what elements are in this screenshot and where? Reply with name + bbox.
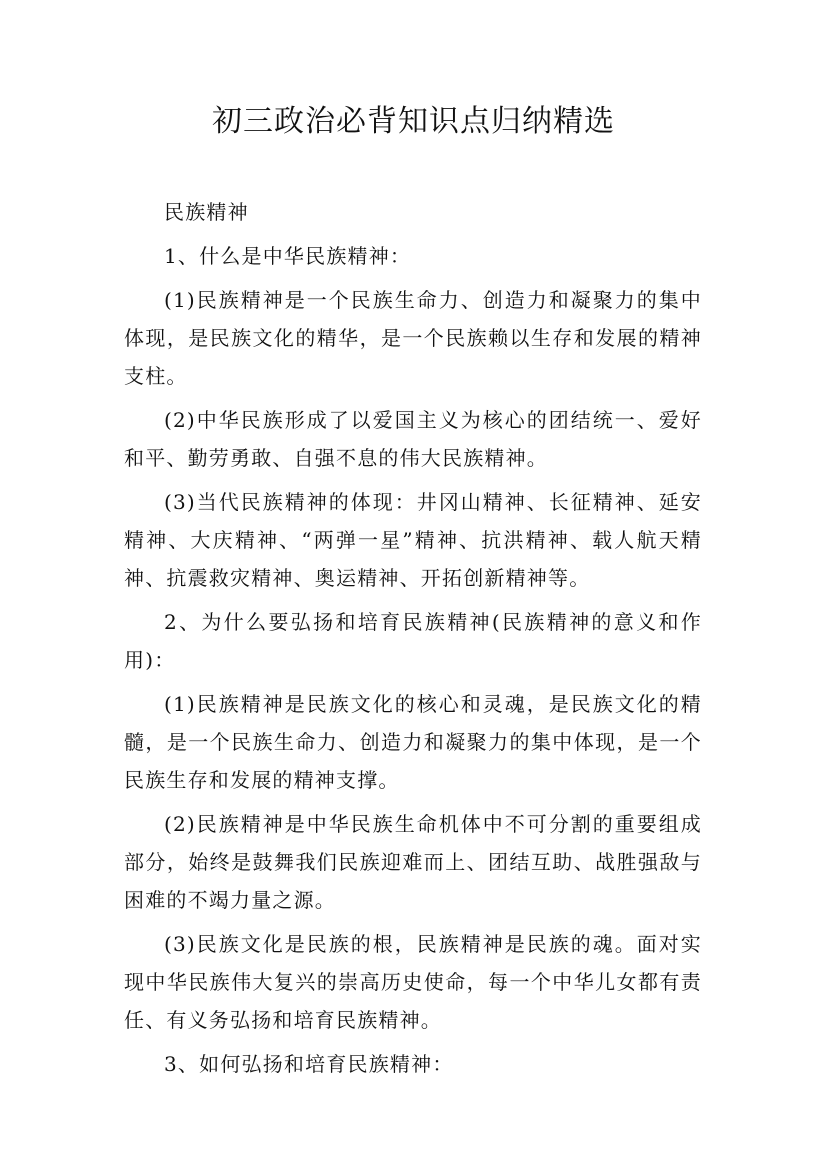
- question-heading: 3、如何弘扬和培育民族精神：: [164, 1052, 454, 1076]
- paragraph: (3)民族文化是民族的根，民族精神是民族的魂。面对实现中华民族伟大复兴的崇高历史使命，每一个中华儿女都有责任、有义务弘扬和培育民族精神。: [124, 932, 702, 1032]
- paragraph: (1)民族精神是一个民族生命力、创造力和凝聚力的集中体现，是民族文化的精华，是一个民族赖以生存和发展的精神支柱。: [124, 288, 702, 388]
- paragraph: (2)中华民族形成了以爱国主义为核心的团结统一、爱好和平、勤劳勇敢、自强不息的伟大民族精神。: [124, 408, 702, 470]
- paragraph: (2)民族精神是中华民族生命机体中不可分割的重要组成部分，始终是鼓舞我们民族迎难而上、团结互助、战胜强敌与困难的不竭力量之源。: [124, 812, 702, 912]
- paragraph: (3)当代民族精神的体现：井冈山精神、长征精神、延安精神、大庆精神、“两弹一星”精神、抗洪精神、载人航天精神、抗震救灾精神、奥运精神、开拓创新精神等。: [124, 490, 702, 590]
- question-heading: 2、为什么要弘扬和培育民族精神(民族精神的意义和作用)：: [124, 610, 702, 672]
- section-heading: 民族精神: [164, 200, 249, 224]
- question-heading: 1、什么是中华民族精神：: [164, 244, 412, 268]
- document-body: [124, 193, 702, 1083]
- document-title: 初三政治必背知识点归纳精选: [212, 104, 615, 139]
- paragraph: (1)民族精神是民族文化的核心和灵魂，是民族文化的精髓，是一个民族生命力、创造力和凝聚力的集中体现，是一个民族生存和发展的精神支撑。: [124, 692, 702, 792]
